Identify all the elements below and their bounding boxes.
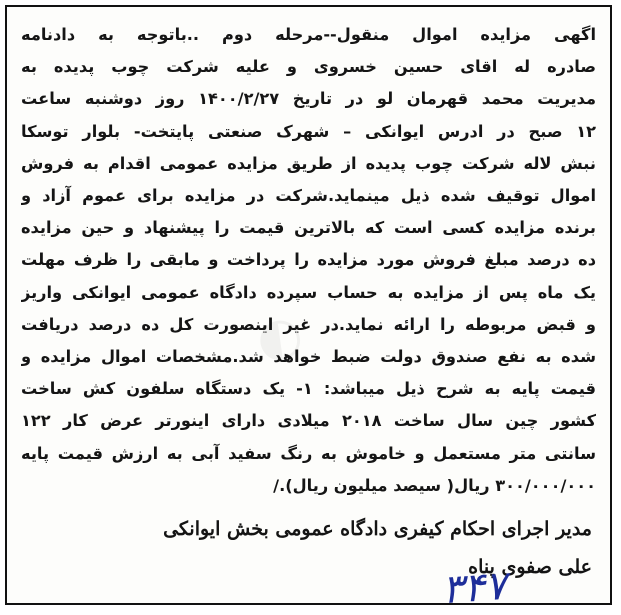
notice-line: شده به نفع صندوق دولت ضبط خواهد شد.مشخصات اموال مزایده و	[21, 347, 596, 367]
watermark-logo: ◐	[253, 304, 307, 370]
signature-title: مدیر اجرای احکام کیفری دادگاه عمومی بخش ایوانکی	[163, 518, 592, 540]
handwritten-number: ۳۴۷	[440, 562, 508, 614]
notice-body	[21, 19, 596, 502]
notice-line: یک ماه پس از مزایده به حساب سپرده دادگاه عمومی ایوانکی واریز	[21, 282, 596, 302]
notice-line: کشور چین سال ساخت ۲۰۱۸ میلادی دارای اینورتر عرض کار ۱۲۲	[21, 411, 596, 431]
signature-block	[163, 514, 592, 582]
notice-line: سانتی متر مستعمل و خاموش به رنگ سفید آبی به ارزش قیمت پایه	[21, 443, 596, 463]
notice-line: قیمت پایه به شرح ذیل میباشد: ۱- یک دستگاه سلفون کش ساخت	[21, 379, 596, 399]
notice-line: ۱۲ صبح در ادرس ایوانکی – شهرک صنعتی پایتخت- بلوار توسکا	[21, 121, 596, 141]
notice-line: مدیریت محمد قهرمان لو در تاریخ ۱۴۰۰/۲/۲۷ روز دوشنبه ساعت	[21, 89, 596, 109]
signature-name: علی صفوی پناه	[468, 556, 592, 578]
notice-line: ۳۰۰/۰۰۰/۰۰۰ ریال( سیصد میلیون ریال)./	[273, 475, 596, 495]
notice-line: ده درصد مبلغ فروش مورد مزایده را پرداخت و مابقی را ظرف مهلت	[21, 250, 596, 270]
notice-line: و قبض مربوطه را ارائه نماید.در غیر اینصورت کل ده درصد دریافت	[21, 314, 596, 334]
notice-frame	[5, 5, 612, 614]
notice-line: اگهی مزایده اموال منقول--مرحله دوم ..باتوجه به دادنامه	[21, 25, 596, 44]
notice-line: برنده مزایده کسی است که بالاترین قیمت را پیشنهاد و حین مزایده	[21, 218, 596, 238]
notice-line: صادره له اقای حسین خسروی و علیه شرکت چوب پدیده به	[21, 57, 596, 77]
notice-line: نبش لاله شرکت چوب پدیده از طریق مزایده عمومی اقدام به فروش	[21, 153, 596, 173]
notice-line: اموال توقیف شده ذیل مینماید.شرکت در مزایده برای عموم آزاد و	[21, 186, 596, 206]
